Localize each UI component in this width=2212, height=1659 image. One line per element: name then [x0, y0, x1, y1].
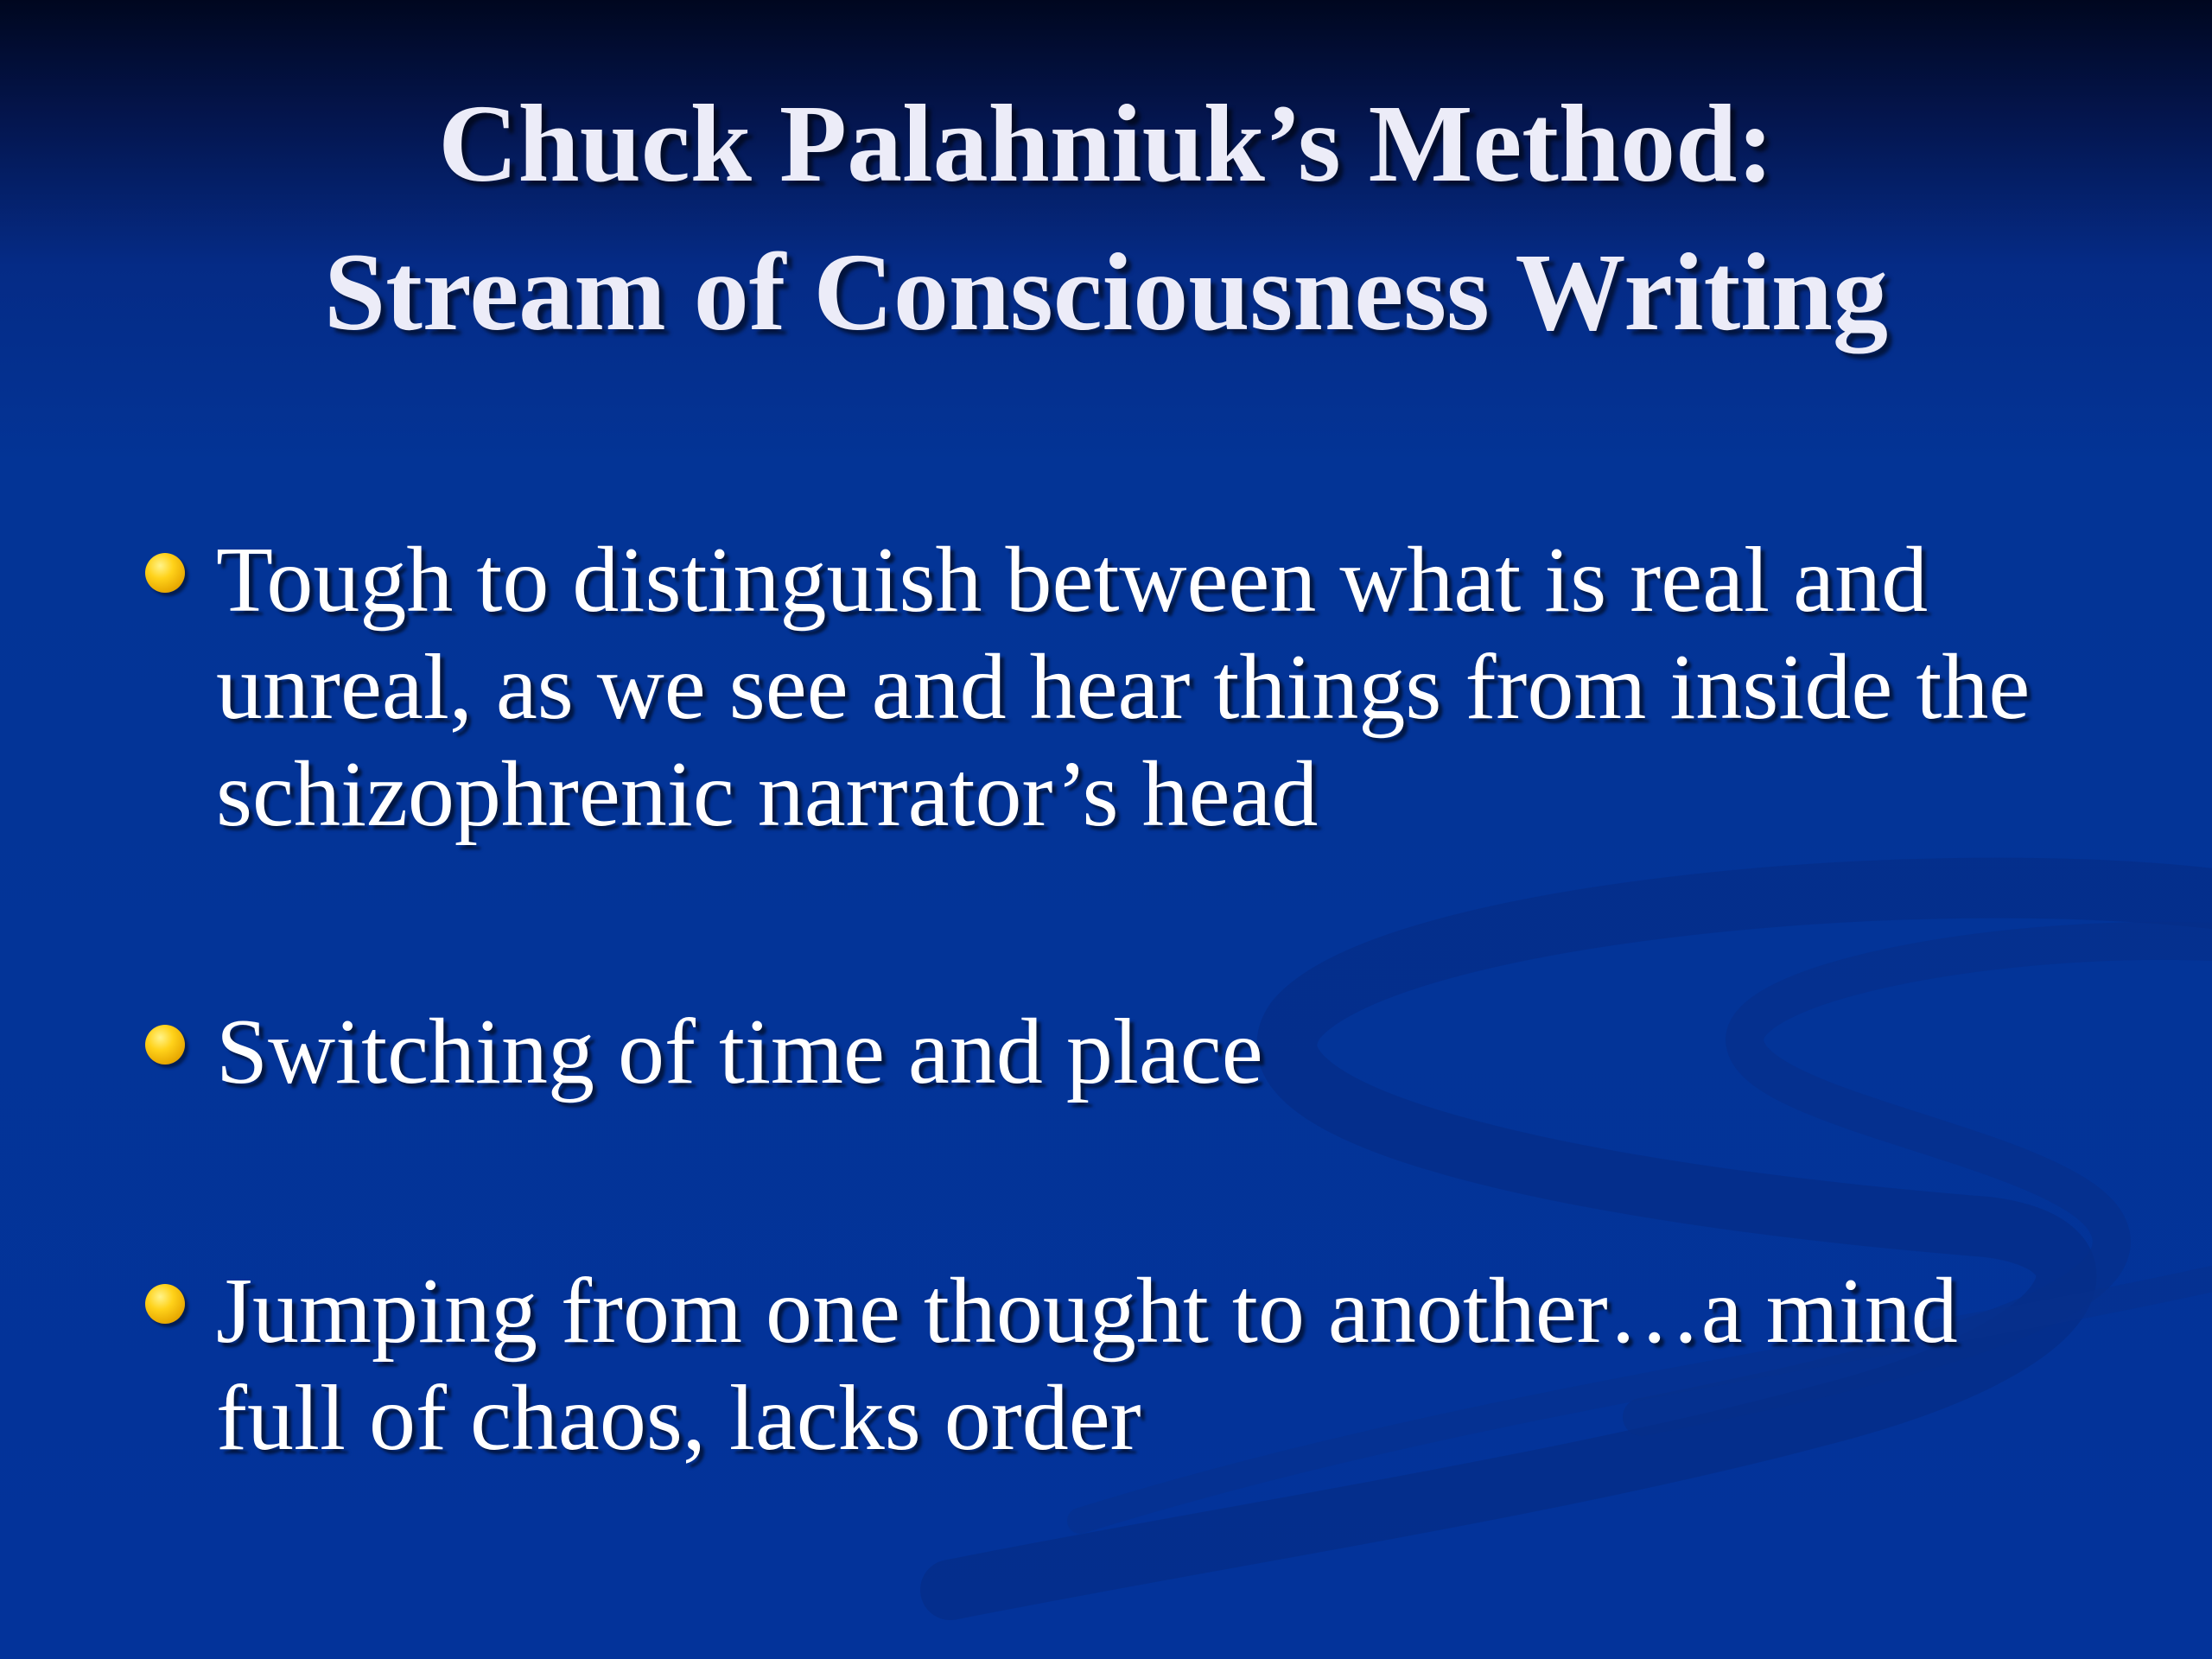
slide-title-line-2: Stream of Consciousness Writing [324, 231, 1888, 353]
yellow-circle-bullet-icon [145, 1025, 185, 1065]
bullet-text: Tough to distinguish between what is real and unreal, as we see and hear things from inside the schizophrenic narrator’s head [216, 529, 2031, 846]
bullet-text: Switching of time and place [216, 1001, 1263, 1103]
bullet-item [138, 999, 2091, 1106]
slide-title-line-1: Chuck Palahniuk’s Method: [438, 82, 1774, 205]
bullet-item [138, 1258, 2091, 1472]
yellow-circle-bullet-icon [145, 1284, 185, 1324]
bullet-text: Jumping from one thought to another…a mind full of chaos, lacks order [216, 1260, 1958, 1470]
bullet-item [138, 527, 2091, 849]
bullet-list [138, 527, 2091, 1472]
yellow-circle-bullet-icon [145, 553, 185, 593]
slide-title [0, 69, 2212, 366]
